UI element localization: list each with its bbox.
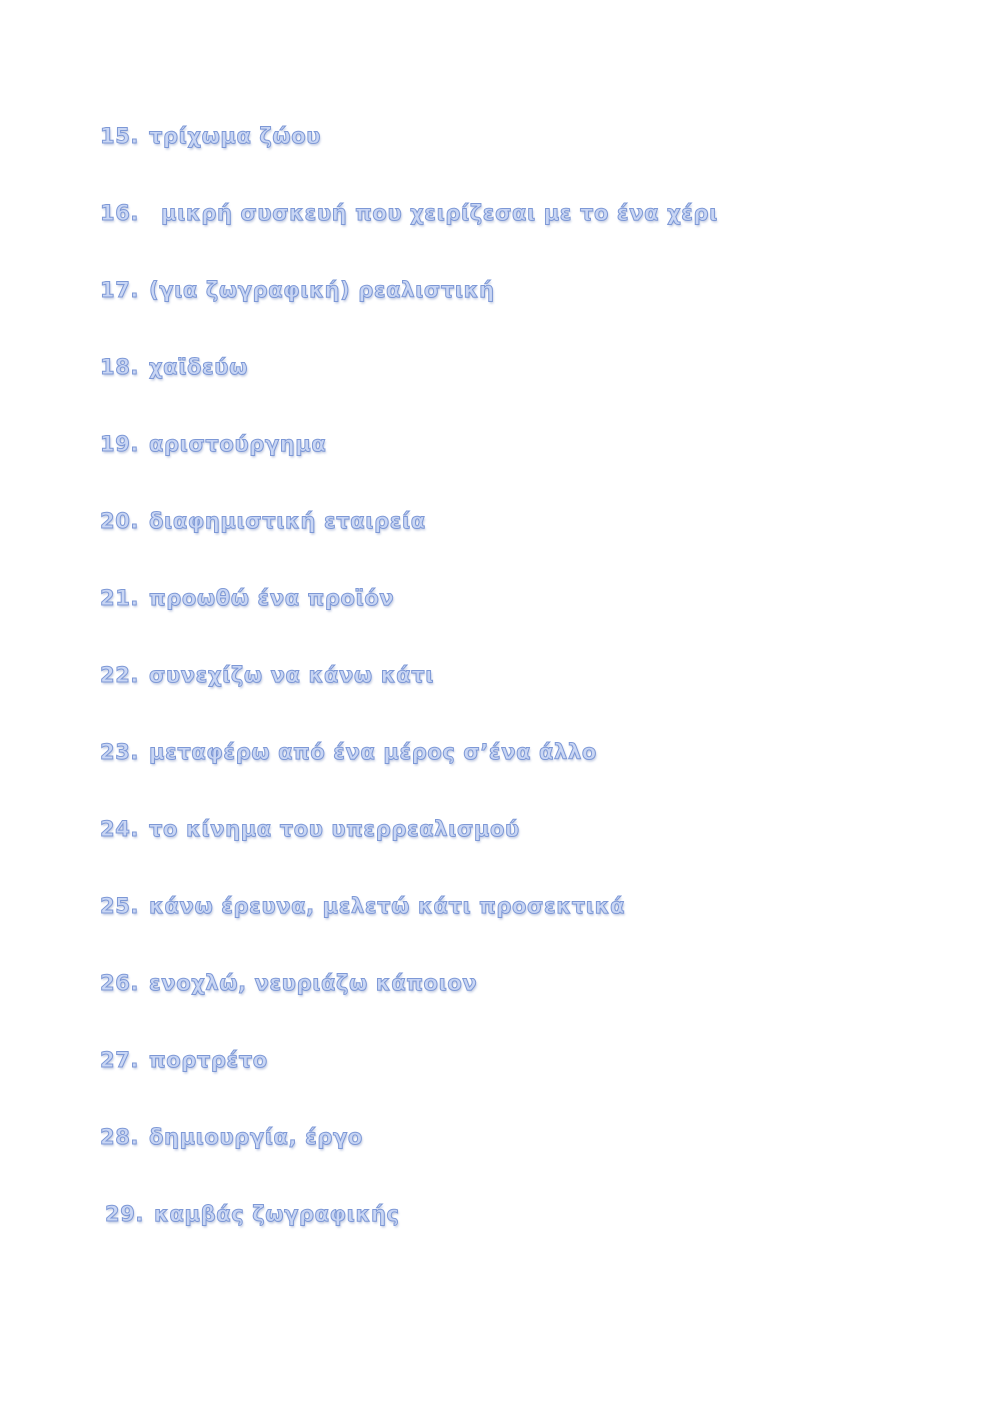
clue-text: πορτρέτο: [149, 1048, 268, 1072]
clue-item-22: [100, 657, 718, 734]
clue-item-23: [100, 734, 718, 811]
clue-item-15: [100, 118, 718, 195]
clue-item-20: [100, 503, 718, 580]
clue-number: 27.: [100, 1048, 140, 1072]
clue-text: καμβάς ζωγραφικής: [154, 1202, 400, 1226]
clue-item-27: [100, 1042, 718, 1119]
clue-text: κάνω έρευνα, μελετώ κάτι προσεκτικά: [149, 894, 626, 918]
clue-text: συνεχίζω να κάνω κάτι: [149, 663, 435, 687]
clue-item-19: [100, 426, 718, 503]
clue-text: αριστούργημα: [149, 432, 327, 456]
clue-text: διαφημιστική εταιρεία: [149, 509, 426, 533]
clue-number: 25.: [100, 894, 140, 918]
clue-number: 29.: [105, 1202, 145, 1226]
clue-item-29: [100, 1196, 718, 1273]
clue-list: [100, 118, 718, 1273]
clue-item-26: [100, 965, 718, 1042]
clue-text: μεταφέρω από ένα μέρος σ’ένα άλλο: [149, 740, 597, 764]
clue-number: 16.: [100, 201, 140, 225]
clue-number: 22.: [100, 663, 140, 687]
clue-number: 19.: [100, 432, 140, 456]
clue-item-25: [100, 888, 718, 965]
clue-item-28: [100, 1119, 718, 1196]
clue-text: χαϊδεύω: [149, 355, 248, 379]
clue-text: τρίχωμα ζώου: [149, 124, 322, 148]
clue-number: 15.: [100, 124, 140, 148]
clue-number: 26.: [100, 971, 140, 995]
clue-item-18: [100, 349, 718, 426]
clue-item-16: [100, 195, 718, 272]
clue-number: 17.: [100, 278, 140, 302]
clue-text: το κίνημα του υπερρεαλισμού: [149, 817, 520, 841]
clue-number: 24.: [100, 817, 140, 841]
clue-item-24: [100, 811, 718, 888]
clue-number: 21.: [100, 586, 140, 610]
clue-number: 23.: [100, 740, 140, 764]
clue-number: 20.: [100, 509, 140, 533]
clue-text: μικρή συσκευή που χειρίζεσαι με το ένα χέρι: [161, 201, 718, 225]
clue-number: 18.: [100, 355, 140, 379]
clue-number: 28.: [100, 1125, 140, 1149]
clue-item-21: [100, 580, 718, 657]
clue-item-17: [100, 272, 718, 349]
clue-text: ενοχλώ, νευριάζω κάποιον: [149, 971, 478, 995]
clue-text: προωθώ ένα προϊόν: [149, 586, 395, 610]
clue-text: δημιουργία, έργο: [149, 1125, 363, 1149]
clue-text: (για ζωγραφική) ρεαλιστική: [149, 278, 495, 302]
